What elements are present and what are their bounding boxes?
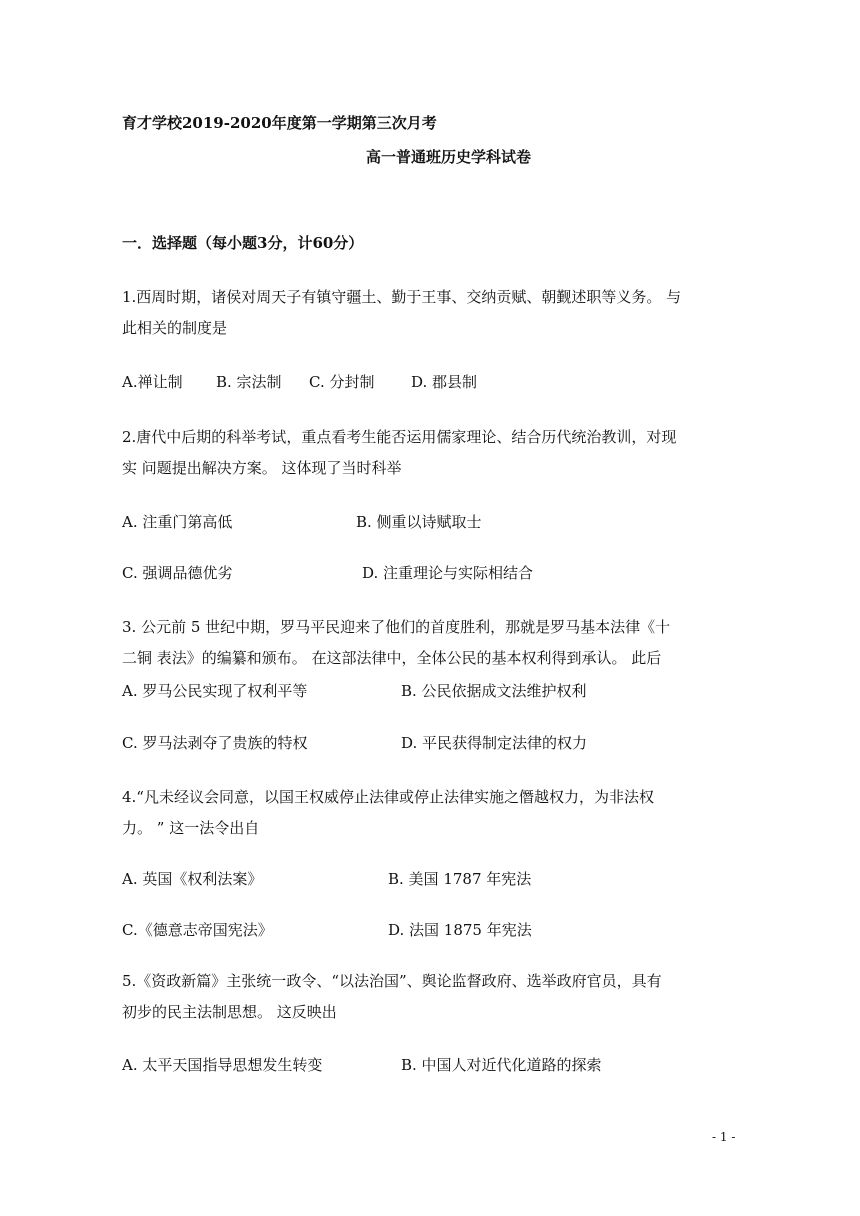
option-c: C.《德意志帝国宪法》 [122,921,273,939]
question-stem-line: 5.《资政新篇》主张统一政令、“以法治国”、舆论监督政府、选举政府官员，具有 [122,972,662,990]
option-b: B. 中国人对近代化道路的探索 [401,1056,602,1074]
school-line: 育才学校2019-2020年度第一学期第三次月考 [122,114,437,132]
question-stem-line: 4.“凡未经议会同意，以国王权威停止法律或停止法律实施之僭越权力，为非法权 [122,788,654,806]
question-stem-line: 此相关的制度是 [122,319,228,337]
option-b: B. 宗法制 [216,373,282,391]
option-b: B. 侧重以诗赋取士 [356,513,482,531]
option-a: A. 注重门第高低 [122,513,233,531]
option-c: C. 罗马法剥夺了贵族的特权 [122,734,308,752]
question-stem-line: 2.唐代中后期的科举考试，重点看考生能否运用儒家理论、结合历代统治教训，对现 [122,428,677,446]
option-a: A. 太平天国指导思想发生转变 [122,1056,323,1074]
question-stem-line: 二铜 表法》的编纂和颁布。 在这部法律中，全体公民的基本权利得到承认。 此后 [122,649,662,667]
page-number: - 1 - [712,1130,736,1144]
question-stem-line: 力。 ” 这一法令出自 [122,819,260,837]
question-stem-line: 实 问题提出解决方案。 这体现了当时科举 [122,459,402,477]
option-a: A. 罗马公民实现了权利平等 [122,682,308,700]
option-a: A. 英国《权利法案》 [122,870,263,888]
option-b: B. 美国 1787 年宪法 [388,870,532,888]
option-c: C. 强调品德优劣 [122,564,233,582]
section-title: 一．选择题（每小题3分，计60分） [122,234,364,252]
question-stem-line: 1.西周时期，诸侯对周天子有镇守疆土、勤于王事、交纳贡赋、朝觐述职等义务。 与 [122,288,682,306]
option-c: C. 分封制 [309,373,375,391]
option-b: B. 公民依据成文法维护权利 [401,682,587,700]
option-d: D. 注重理论与实际相结合 [362,564,534,582]
exam-subtitle: 高一普通班历史学科试卷 [366,148,532,166]
option-a: A.禅让制 [122,373,183,391]
question-stem-line: 3. 公元前 5 世纪中期，罗马平民迎来了他们的首度胜利，那就是罗马基本法律《十 [122,618,671,636]
option-d: D. 平民获得制定法律的权力 [401,734,588,752]
question-stem-line: 初步的民主法制思想。 这反映出 [122,1003,337,1021]
option-d: D. 法国 1875 年宪法 [388,921,532,939]
option-d: D. 郡县制 [411,373,478,391]
